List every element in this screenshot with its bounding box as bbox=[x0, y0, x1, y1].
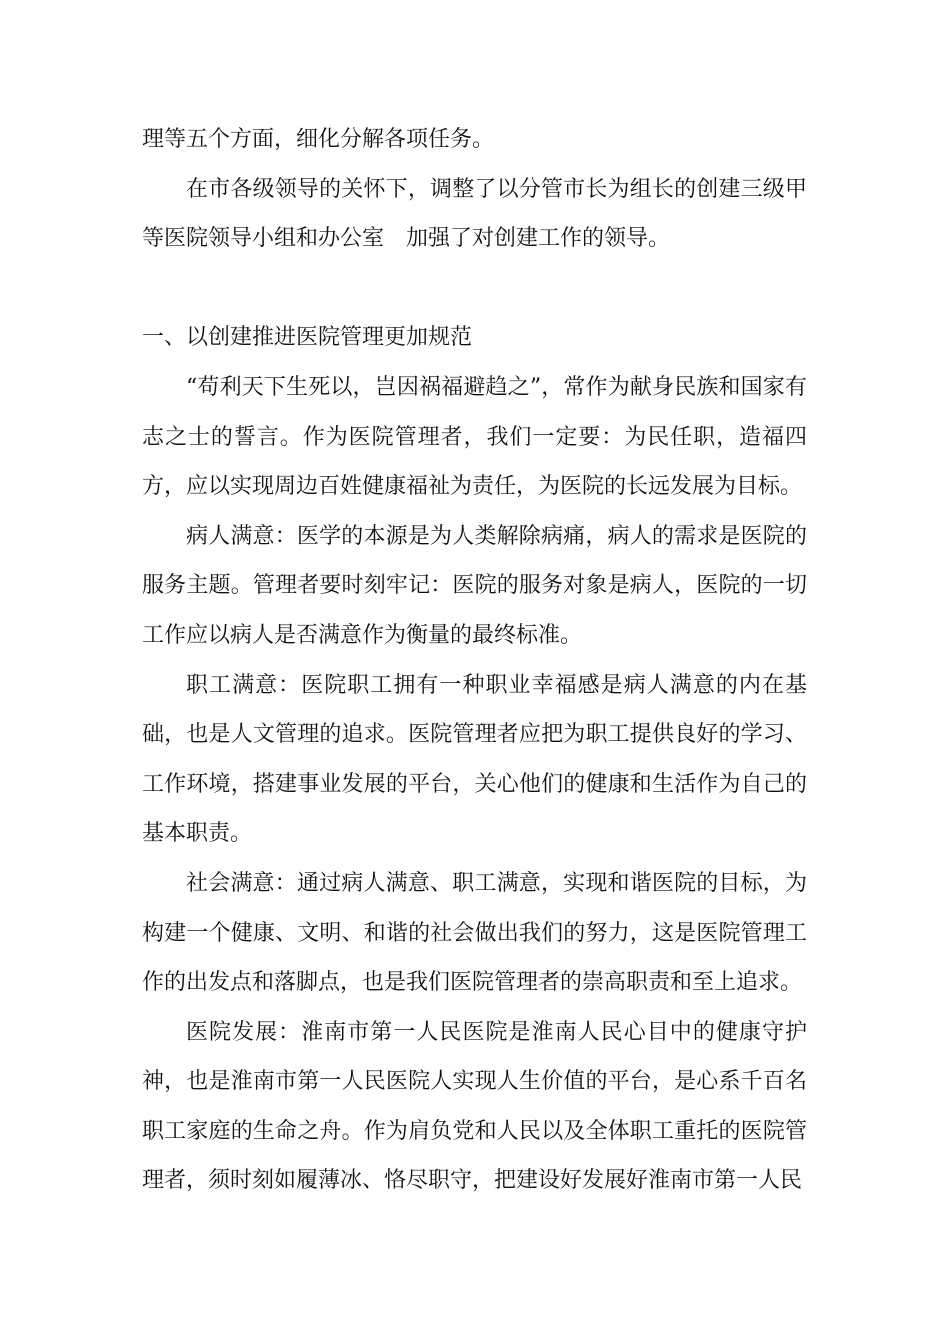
paragraph-social-satisfaction: 社会满意：通过病人满意、职工满意，实现和谐医院的目标，为构建一个健康、文明、和谐的社会做出我们的努力，这是医院管理工作的出发点和落脚点，也是我们医院管理者的崇高职责和至上追求。 bbox=[142, 870, 807, 996]
document-body bbox=[142, 115, 807, 1206]
paragraph-leadership-group: 在市各级领导的关怀下，调整了以分管市长为组长的创建三级甲等医院领导小组和办公室 加强了对创建工作的领导。 bbox=[142, 176, 807, 252]
section-heading-1: 一、以创建推进医院管理更加规范 bbox=[142, 325, 473, 351]
paragraph-quote: “苟利天下生死以，岂因祸福避趋之”，常作为献身民族和国家有志之士的誓言。作为医院管理者，我们一定要：为民任职，造福四方，应以实现周边百姓健康福祉为责任，为医院的长远发展为目标。 bbox=[142, 374, 807, 500]
paragraph-staff-satisfaction: 职工满意：医院职工拥有一种职业幸福感是病人满意的内在基础，也是人文管理的追求。医院管理者应把为职工提供良好的学习、工作环境，搭建事业发展的平台，关心他们的健康和生活作为自己的基本职责。 bbox=[142, 672, 807, 847]
paragraph-continuation: 理等五个方面，细化分解各项任务。 bbox=[142, 127, 495, 152]
paragraph-hospital-development: 医院发展：淮南市第一人民医院是淮南人民心目中的健康守护神，也是淮南市第一人民医院人实现人生价值的平台，是心系千百名职工家庭的生命之舟。作为肩负党和人民以及全体职工重托的医院管理者，须时刻如履薄冰、恪尽职守，把建设好发展好淮南市第一人民 bbox=[142, 1019, 807, 1194]
paragraph-patient-satisfaction: 病人满意：医学的本源是为人类解除病痛，病人的需求是医院的服务主题。管理者要时刻牢记：医院的服务对象是病人，医院的一切工作应以病人是否满意作为衡量的最终标准。 bbox=[142, 523, 807, 648]
